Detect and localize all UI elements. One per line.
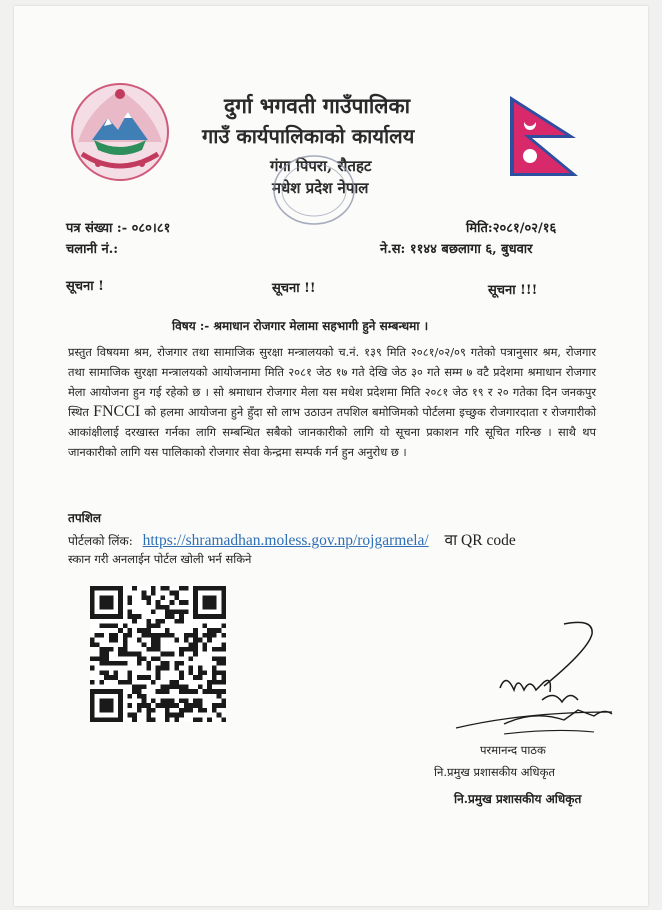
signatory-title-stamp: नि.प्रमुख प्रशासकीय अधिकृत xyxy=(454,792,582,806)
qr-code[interactable] xyxy=(90,586,226,722)
portal-label: पोर्टलको लिंक: xyxy=(68,534,133,548)
body-part1: प्रस्तुत विषयमा श्रम, रोजगार तथा सामाजिक सुरक्षा मन्त्रालयको च.नं. १३९ मिति २०८१/०२/०९ गतेको पत्रानुसार श्रम, रोजगार तथा सामाजिक सुरक्षा मन्त्रालयको आयोजनामा मिति २०८१ जेठ १७ गते देखि जेठ ३० गते सम्म ७ वटै प्रदेशमा श्रमाधान रोजगार मेला आयोजना हुन गई रहेको छ । सो श्रमाधान रोजगार मेला यस मधेश प्रदेशमा मिति २०८१ जेठ १९ र २० गतेका दिन जनकपुर स्थित xyxy=(68,345,596,419)
nepal-flag-icon xyxy=(506,94,586,178)
office-name: गाउँ कार्यपालिकाको कार्यालय xyxy=(202,124,415,148)
notice-letter xyxy=(14,6,648,906)
tapsil-heading: तपशिल xyxy=(68,511,102,525)
province-name: मधेश प्रदेश नेपाल xyxy=(272,179,369,197)
handwritten-signature xyxy=(444,616,614,746)
municipality-name: दुर्गा भगवती गाउँपालिका xyxy=(224,93,411,118)
letter-number: पत्र संख्या :- ०८०।८१ xyxy=(66,221,171,236)
letter-subject: विषय :- श्रमाधान रोजगार मेलामा सहभागी हुने सम्बन्धमा । xyxy=(172,319,429,333)
office-address: गंगा पिपरा, रौतहट xyxy=(270,157,372,175)
nepal-sambat-date: ने.स: ११४४ बछलागा ६, बुधवार xyxy=(380,242,533,257)
letter-date: मिति:२०८१/०२/१६ xyxy=(466,221,557,236)
fncci-text: FNCCI xyxy=(93,403,141,420)
nepal-emblem-logo xyxy=(68,80,172,184)
dispatch-number: चलानी नं.: xyxy=(66,242,119,257)
scan-instruction: स्कान गरी अनलाईन पोर्टल खोली भर्न सकिने xyxy=(68,552,252,566)
body-paragraph xyxy=(68,342,596,462)
portal-line xyxy=(68,528,608,550)
qr-code-text: वा QR code xyxy=(444,532,516,549)
body-part2: को हलमा आयोजना हुने हुँदा सो लाभ उठाउन तपशिल बमोजिमको पोर्टलमा इच्छुक रोजगारदाता र रोजगारीको आकांक्षीलाई दरखास्त गर्नका लागि सम्बन्धित सबैको जानकारीको लागि यो सूचना प्रकाशन गरि सूचित गरिन्छ । साथै थप जानकारीको लागि यस पालिकाको रोजगार सेवा केन्द्रमा सम्पर्क गर्न हुन अनुरोध छ । xyxy=(68,405,597,459)
signatory-title: नि.प्रमुख प्रशासकीय अधिकृत xyxy=(434,765,555,779)
notice-center: सूचना !! xyxy=(272,281,316,296)
notice-left: सूचना ! xyxy=(66,279,104,294)
portal-link[interactable]: https://shramadhan.moless.gov.np/rojgarmela/ xyxy=(142,532,429,549)
office-stamp xyxy=(268,150,360,230)
signatory-name: परमानन्द पाठक xyxy=(480,743,546,757)
notice-right: सूचना !!! xyxy=(488,283,538,298)
